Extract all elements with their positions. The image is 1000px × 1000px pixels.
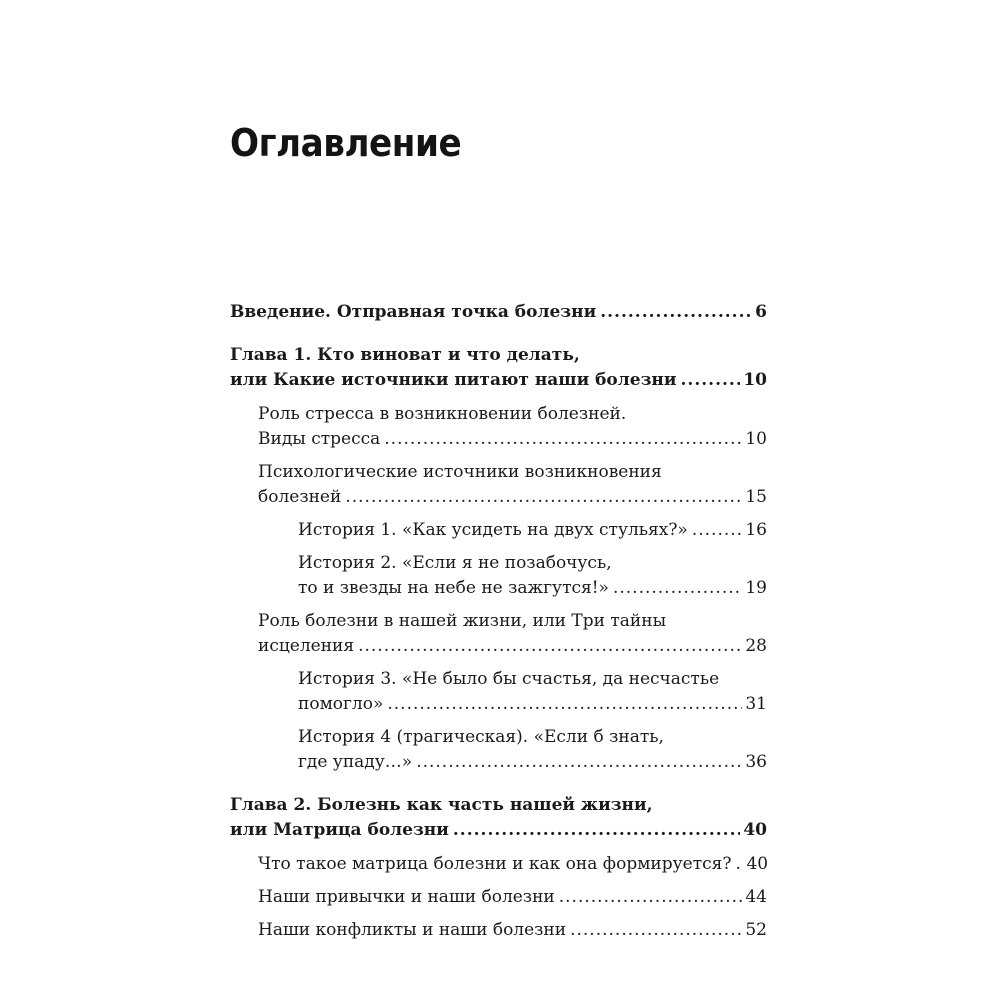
toc-entry[interactable] [230, 300, 767, 325]
toc-entry[interactable] [230, 609, 767, 659]
toc-entry-title-line: Глава 1. Кто виноват и что делать, [230, 345, 580, 365]
toc-entry-last-line [230, 300, 767, 325]
toc-page-number: 44 [745, 887, 767, 907]
toc-entry-title-line: Наши привычки и наши болезни [258, 887, 555, 907]
dot-leader [600, 300, 752, 325]
toc-page-number: 15 [745, 487, 767, 507]
toc-entry-title-line: Психологические источники возникновения [258, 462, 662, 482]
page-title: Оглавление [230, 121, 462, 165]
toc-entry[interactable] [230, 551, 767, 601]
dot-leader [345, 485, 742, 510]
dot-leader [416, 750, 742, 775]
toc-entry-last-line [298, 576, 767, 601]
toc-entry[interactable] [230, 725, 767, 775]
toc-entry-title-line: История 4 (трагическая). «Если б знать, [298, 727, 664, 747]
toc-entry[interactable] [230, 885, 767, 910]
toc-entry-title-line: где упаду…» [298, 752, 413, 772]
toc-entry-title-line: исцеления [258, 636, 355, 656]
dot-leader [358, 634, 742, 659]
toc-entry-title-line: Роль болезни в нашей жизни, или Три тайны [258, 611, 667, 631]
dot-leader [559, 885, 743, 910]
toc-page-number: 10 [745, 429, 767, 449]
toc-page-number: 10 [743, 370, 767, 390]
toc-entry[interactable] [230, 343, 767, 393]
dot-leader [613, 576, 742, 601]
toc-entry-title-line: или Матрица болезни [230, 820, 449, 840]
toc-entry-last-line [258, 852, 767, 877]
toc-entry[interactable] [230, 667, 767, 717]
table-of-contents [230, 300, 767, 951]
toc-entry-last-line [298, 518, 767, 543]
toc-page-number: 40 [743, 820, 767, 840]
dot-leader [453, 818, 740, 843]
toc-page-number: 28 [745, 636, 767, 656]
toc-entry-last-line [258, 485, 767, 510]
toc-entry-last-line [258, 885, 767, 910]
toc-page-number: 19 [745, 578, 767, 598]
toc-page-number: 40 [746, 854, 769, 874]
toc-entry-title-line: Что такое матрица болезни и как она формируется? [258, 854, 732, 874]
dot-leader [570, 918, 742, 943]
toc-entry-title-line: помогло» [298, 694, 384, 714]
dot-leader [680, 368, 740, 393]
toc-entry-title-line: Введение. Отправная точка болезни [230, 302, 597, 322]
toc-entry-title-line: то и звезды на небе не зажгутся!» [298, 578, 609, 598]
toc-entry-title-line: Наши конфликты и наши болезни [258, 920, 567, 940]
toc-entry-title-line: болезней [258, 487, 342, 507]
dot-leader [692, 518, 743, 543]
toc-entry-last-line [230, 368, 767, 393]
toc-page-number: 16 [745, 520, 767, 540]
dot-leader [384, 427, 742, 452]
toc-page-number: 31 [745, 694, 767, 714]
dot-leader [387, 692, 742, 717]
toc-entry[interactable] [230, 793, 767, 843]
toc-entry-title-line: или Какие источники питают наши болезни [230, 370, 677, 390]
toc-entry-title-line: Глава 2. Болезнь как часть нашей жизни, [230, 795, 653, 815]
toc-entry-title-line: История 3. «Не было бы счастья, да несчастье [298, 669, 720, 689]
toc-entry[interactable] [230, 852, 767, 877]
toc-entry[interactable] [230, 402, 767, 452]
toc-entry-last-line [258, 427, 767, 452]
toc-entry[interactable] [230, 918, 767, 943]
toc-page-number: 36 [745, 752, 767, 772]
toc-entry-title-line: Роль стресса в возникновении болезней. [258, 404, 627, 424]
toc-entry-last-line [298, 750, 767, 775]
toc-entry[interactable] [230, 460, 767, 510]
toc-page-number: 52 [745, 920, 767, 940]
toc-page-number: 6 [755, 302, 767, 322]
toc-entry-title-line: История 1. «Как усидеть на двух стульях?» [298, 520, 688, 540]
toc-entry-title-line: История 2. «Если я не позабочусь, [298, 553, 612, 573]
toc-entry-last-line [258, 918, 767, 943]
toc-entry-title-line: Виды стресса [258, 429, 381, 449]
toc-entry-last-line [258, 634, 767, 659]
dot-leader [735, 852, 743, 877]
toc-entry[interactable] [230, 518, 767, 543]
toc-entry-last-line [230, 818, 767, 843]
toc-entry-last-line [298, 692, 767, 717]
